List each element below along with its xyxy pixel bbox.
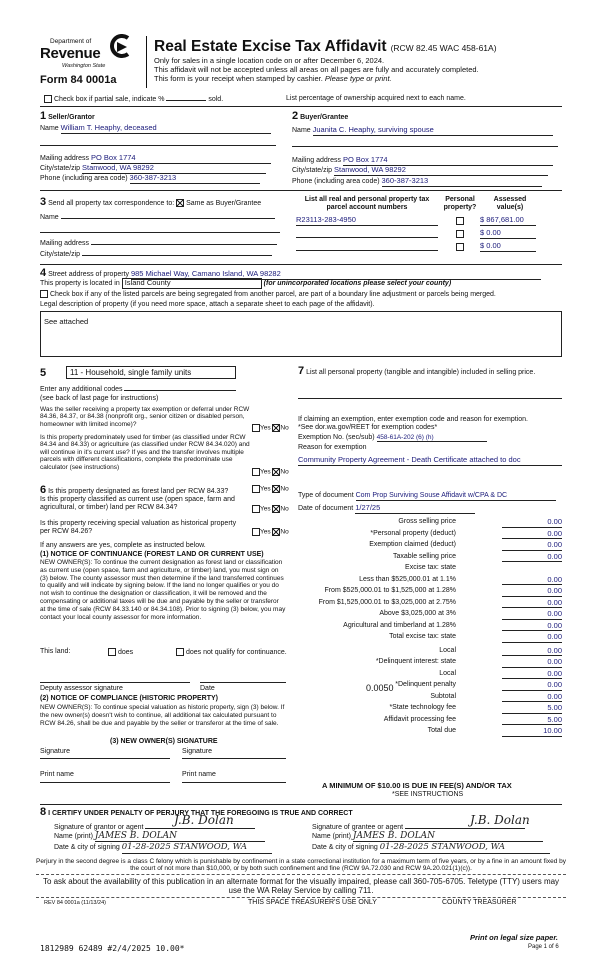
tax-row-value[interactable]: 0.00 <box>502 622 562 632</box>
correspondence-section <box>40 194 284 264</box>
tax-row-value[interactable]: 0.00 <box>502 553 562 563</box>
deputy-date-label: Date <box>200 685 215 692</box>
parcel-number-field[interactable] <box>296 229 438 238</box>
owner-print-line-2[interactable] <box>182 782 286 783</box>
grantor-date-field[interactable]: 01-28-2025 STANWOOD, WA <box>122 843 272 854</box>
exemption-question: Was the seller receiving a property tax exemption or deferral under RCW 84.36, 84.37, or 84.38 (nonprofit org., senior citizen or disabled person, homeowner with limited income)? <box>40 406 250 428</box>
corr-name-label: Name <box>40 214 59 221</box>
partial-sale-sold: sold. <box>208 95 224 103</box>
compliance-heading: (2) NOTICE OF COMPLIANCE (HISTORIC PROPERTY) <box>40 695 218 702</box>
partial-sale-label: Check box if partial sale, indicate % <box>53 95 165 103</box>
seller-mailing-field[interactable]: PO Box 1774 <box>91 154 271 164</box>
section-number: 1 <box>40 110 47 122</box>
tax-row-label: Local <box>439 669 456 677</box>
buyer-mailing-field[interactable]: PO Box 1774 <box>343 156 553 166</box>
buyer-city-label: City/state/zip <box>292 167 333 174</box>
owner-signature-label-1: Signature <box>40 748 70 755</box>
alt-format-box <box>36 874 566 898</box>
buyer-name-label: Name <box>292 127 311 134</box>
located-note: (for unincorporated locations please select your county) <box>263 280 452 287</box>
agency-name: Revenue <box>40 45 101 62</box>
tax-row-label: Total due <box>427 727 456 734</box>
doc-date-field[interactable]: 1/27/25 <box>355 504 475 514</box>
grantee-signature-scribble: J.B. Dolan <box>470 813 530 827</box>
divider <box>40 804 562 805</box>
tax-row-label: *Delinquent interest: state <box>375 658 456 665</box>
seller-name-label: Name <box>40 125 59 132</box>
no-label: No <box>280 468 289 476</box>
header-note-1: Only for sales in a single location code on or after December 6, 2024. <box>154 56 385 65</box>
agency-logo <box>40 34 140 74</box>
grantor-name-field[interactable]: JAMES B. DOLAN <box>95 831 265 842</box>
treasurer-use-only: THIS SPACE TREASURER'S USE ONLY <box>248 899 377 906</box>
personal-property-checkbox[interactable] <box>456 243 464 251</box>
seller-phone-label: Phone (including area code) <box>40 175 128 182</box>
land-does-checkbox[interactable] <box>108 648 116 656</box>
tax-row-label: Exemption claimed (deduct) <box>369 541 456 548</box>
tax-row-value[interactable]: 0.00 <box>502 681 562 691</box>
personal-property-checkbox[interactable] <box>456 230 464 238</box>
county-treasurer: COUNTY TREASURER <box>442 899 517 906</box>
seller-city-label: City/state/zip <box>40 165 81 172</box>
header-note-2: This affidavit will not be accepted unless all areas on all pages are fully and accurately completed. <box>154 65 479 74</box>
section-number: 7 <box>298 365 305 377</box>
grantee-name-field[interactable]: JAMES B. DOLAN <box>353 831 543 842</box>
tax-row-value[interactable]: 0.00 <box>502 633 562 643</box>
buyer-phone-label: Phone (including area code) <box>292 178 380 185</box>
section-number: 6 <box>40 484 47 496</box>
no-label: No <box>280 505 289 513</box>
header-note-3: This form is your receipt when stamped by cashier. <box>154 74 323 83</box>
historic-question: Is this property receiving special valuation as historical property per RCW 84.26? <box>40 520 237 536</box>
q1-yes-checkbox[interactable] <box>252 424 260 432</box>
partial-sale-checkbox[interactable] <box>44 95 52 103</box>
tax-row-label: Taxable selling price <box>392 552 456 560</box>
section-number: 4 <box>40 267 47 279</box>
perjury-notice: Perjury in the second degree is a class C felony which is punishable by confinement in a state correctional institution for a maximum term of five years, or by a fine in an amount fixed by the court of not more than $10,000, or by both such confinement and fine (RCW 9A.72.030 and RCW 9A.20.021(1)(c)). <box>36 858 567 873</box>
tax-row-value[interactable]: 0.00 <box>502 670 562 680</box>
partial-sale-row <box>44 95 223 104</box>
section-number: 3 <box>40 196 47 208</box>
assessed-value-field[interactable]: $ 867,681.00 <box>480 216 536 226</box>
parcel-number-field[interactable]: R23113-283-4950 <box>296 216 438 226</box>
reason-label: Reason for exemption <box>298 444 367 451</box>
current-use-yes-checkbox[interactable] <box>252 505 260 513</box>
owner-signature-line-2[interactable] <box>182 758 286 759</box>
header-note-3-wrap <box>154 75 392 84</box>
tax-row-value[interactable]: 0.00 <box>502 693 562 703</box>
tax-row-value[interactable]: 0.00 <box>502 576 562 586</box>
property-section <box>40 266 562 360</box>
tax-row-value[interactable]: 0.00 <box>502 599 562 609</box>
current-use-question: Is this property classified as current use (open space, farm and agricultural, or timber) land per RCW 84.34? <box>40 496 235 512</box>
grantee-sig-label: Signature of grantee or agent <box>312 824 404 831</box>
continuance-heading: (1) NOTICE OF CONTINUANCE (FOREST LAND OR CURRENT USE) <box>40 551 264 558</box>
divider <box>40 190 562 191</box>
legal-label: Legal description of property (if you need more space, attach a separate sheet to each page of the affidavit). <box>40 301 375 308</box>
ownership-note: List percentage of ownership acquired next to each name. <box>286 95 466 102</box>
seller-name-field[interactable]: William T. Heaphy, deceased <box>61 124 271 134</box>
local-tax-label: Local <box>439 646 456 654</box>
tax-row-label: Excise tax: state <box>405 564 456 571</box>
buyer-heading: Buyer/Grantee <box>300 114 349 121</box>
seller-heading: Seller/Grantor <box>48 114 95 121</box>
tax-row-value[interactable]: 0.00 <box>502 541 562 551</box>
divider <box>40 106 562 107</box>
personal-property-checkbox[interactable] <box>456 217 464 225</box>
grantor-sig-label: Signature of grantor or agent <box>54 824 144 831</box>
historic-yes-checkbox[interactable] <box>252 528 260 536</box>
revenue-logo-icon <box>108 34 132 60</box>
buyer-city-field[interactable]: Stanwood, WA 98292 <box>334 166 548 176</box>
land-does-not-label: does not qualify for continuance. <box>185 648 287 656</box>
street-label: Street address of property <box>48 271 130 278</box>
local-tax-value[interactable]: 0.00 <box>502 647 562 657</box>
tax-row-label: Agricultural and timberland at 1.28% <box>343 621 456 629</box>
grantor-signature-scribble: J.B. Dolan <box>174 813 234 827</box>
use-code-select[interactable]: 11 - Household, single family units <box>66 366 236 379</box>
timber-question: Is this property predominately used for timber (as classified under RCW 84.34 and 84.33) or agriculture (as classified under RCW 84.34.020) and will continue in it's current use? If yes and the transfer involves multiple parcels with different classifications, complete the predominate use calculator (see instructions) <box>40 434 250 471</box>
dept-line: Department of <box>50 38 92 45</box>
corr-name-line-2[interactable] <box>40 232 280 233</box>
tax-row-label: Total excise tax: state <box>389 633 456 640</box>
same-as-buyer-label: Same as Buyer/Grantee <box>186 200 262 207</box>
tax-row-label: From $1,525,000.01 to $3,025,000 at 2.75% <box>318 598 456 606</box>
owner-print-line-1[interactable] <box>40 782 170 783</box>
grantee-date-field[interactable]: 01-28-2025 STANWOOD, WA <box>380 843 550 854</box>
partial-sale-percent[interactable] <box>166 100 206 101</box>
yes-label: Yes <box>260 468 271 476</box>
deputy-signature-label: Deputy assessor signature <box>40 685 123 692</box>
exemption-no-label: Exemption No. (sec/sub) <box>298 434 375 441</box>
grantee-name-label: Name (print) <box>312 833 351 840</box>
street-field[interactable]: 985 Michael Way, Camano Island, WA 98282 <box>131 270 541 280</box>
seller-section <box>40 108 280 188</box>
exemption-instructions: If claiming an exemption, enter exemption code and reason for exemption. *See dor.wa.gov/REET for exemption codes* <box>298 416 528 432</box>
yes-label: Yes <box>260 528 271 536</box>
tax-row-value[interactable]: 5.00 <box>502 716 562 726</box>
minimum-notice: A MINIMUM OF $10.00 IS DUE IN FEE(S) AND/OR TAX <box>322 781 512 790</box>
parcel-col-numbers: List all real and personal property tax parcel account numbers <box>304 196 430 212</box>
recording-stamp: 1812989 62489 #2/4/2025 10.00* <box>40 944 185 953</box>
compliance-text: NEW OWNER(S): To continue special valuation as historic property, sign (3) below. If the new owner(s) doesn't wish to continue, all additional tax calculated pursuant to RCW 84.26, shall be due and payable by the seller or transferor at the time of sale. <box>40 704 285 727</box>
buyer-phone-field[interactable]: 360-387-3213 <box>382 177 542 187</box>
doc-date-label: Date of document <box>298 505 354 512</box>
segregated-label: Check box if any of the listed parcels are being segregated from another parcel, are part of a boundary line adjustment or parcels being merged. <box>49 290 496 298</box>
buyer-name-line-2[interactable] <box>292 146 558 147</box>
legal-paper-note: Print on legal size paper. <box>470 933 558 942</box>
parcel-col-personal: Personal property? <box>443 196 477 212</box>
no-label: No <box>280 485 289 493</box>
seller-mailing-label: Mailing address <box>40 155 90 162</box>
land-does-not-checkbox[interactable] <box>176 648 184 656</box>
header-note-3b: Please type or print. <box>324 74 392 83</box>
tax-row-label: From $525,000.01 to $1,525,000 at 1.28% <box>324 587 456 594</box>
corr-city-field[interactable] <box>82 255 272 256</box>
q2-no-checkbox[interactable] <box>272 468 280 476</box>
section-number: 8 <box>40 806 47 818</box>
state-line: Washington State <box>62 63 106 69</box>
tax-row-label: Less than $525,000.01 at 1.1% <box>359 575 456 583</box>
buyer-mailing-label: Mailing address <box>292 157 342 164</box>
grantor-date-label: Date & city of signing <box>54 844 120 851</box>
corr-mailing-field[interactable] <box>91 244 277 245</box>
q2-yes-checkbox[interactable] <box>252 468 260 476</box>
additional-codes-label: Enter any additional codes <box>40 386 123 393</box>
forest-land-section <box>40 484 290 814</box>
local-rate: 0.0050 <box>366 683 394 693</box>
tax-row-label: Above $3,025,000 at 3% <box>379 610 456 617</box>
tax-row-value[interactable]: 10.00 <box>502 727 562 737</box>
no-label: No <box>280 528 289 536</box>
legal-description-value: See attached <box>44 317 89 326</box>
reason-field[interactable]: Community Property Agreement - Death Certificate attached to doc <box>298 456 562 466</box>
forest-yes-checkbox[interactable] <box>252 485 260 493</box>
tax-row-label: *State technology fee <box>389 704 456 711</box>
page-number: Page 1 of 6 <box>528 944 559 950</box>
form-title: Real Estate Excise Tax Affidavit <box>154 38 387 55</box>
assessed-value-field[interactable]: $ 0.00 <box>480 242 536 252</box>
parcel-row <box>296 216 566 228</box>
new-owner-heading: (3) NEW OWNER(S) SIGNATURE <box>110 738 218 745</box>
deputy-signature-line[interactable] <box>40 682 190 683</box>
assessed-value-field[interactable]: $ 0.00 <box>480 229 536 239</box>
tax-row-label: Gross selling price <box>398 518 456 525</box>
seller-phone-field[interactable]: 360-387-3213 <box>130 174 260 184</box>
tax-calculation <box>298 518 564 788</box>
form-title-ref: (RCW 82.45 WAC 458-61A) <box>390 43 497 53</box>
doc-type-label: Type of document <box>298 492 354 499</box>
parcel-col-assessed: Assessed value(s) <box>493 196 527 212</box>
parcel-table <box>296 194 566 260</box>
tax-row-value[interactable]: 0.00 <box>502 658 562 668</box>
land-does-label: does <box>117 648 134 656</box>
yes-label: Yes <box>260 505 271 513</box>
this-land-label: This land: <box>40 648 71 655</box>
section-number: 5 <box>40 367 47 379</box>
if-any-yes: If any answers are yes, complete as instructed below. <box>40 542 206 549</box>
parcel-number-field[interactable] <box>296 242 438 251</box>
exemption-no-field[interactable]: 458-61A-202 (6) (h) <box>377 434 487 442</box>
yes-label: Yes <box>260 485 271 493</box>
continuance-text: NEW OWNER(S): To continue the current designation as forest land or classification as current use (open space, farm and agriculture, or timber) land, you must sign on (3) below. The county assessor must then determine if the land transferred continues to qualify and will indicate by signing below. If the land no longer qualifies or you do not wish to continue the designation or classification, it will be removed and the compensating or additional taxes will be due and payable by the seller or transferor at the time of sale (RCW 84.33.140 or 84.34.108). Prior to signing (3) below, you may contact your local county assessor for more information. <box>40 559 286 621</box>
buyer-name-field[interactable]: Juanita C. Heaphy, surviving spouse <box>313 126 553 136</box>
same-as-buyer-checkbox[interactable] <box>176 199 184 207</box>
tax-row-value[interactable]: 5.00 <box>502 704 562 714</box>
yes-label: Yes <box>260 424 271 432</box>
use-code-section <box>40 364 290 484</box>
corr-mailing-label: Mailing address <box>40 240 90 247</box>
alt-format-text: To ask about the availability of this publication in an alternate format for the visually impaired, please call 360-705-6705. Teletype (TTY) users may use the WA Relay Service by calling 711. <box>42 877 560 896</box>
corr-name-field[interactable] <box>61 218 275 219</box>
owner-print-label-2: Print name <box>182 771 216 778</box>
owner-signature-label-2: Signature <box>182 748 212 755</box>
tax-row-label: Subtotal <box>430 692 456 700</box>
personal-property-line[interactable] <box>298 398 562 399</box>
owner-print-label-1: Print name <box>40 771 74 778</box>
tax-row-value[interactable]: 0.00 <box>502 587 562 597</box>
certification-section <box>40 806 564 862</box>
historic-no-checkbox[interactable] <box>272 528 280 536</box>
seller-name-line-2[interactable] <box>40 145 276 146</box>
form-revision: REV 84 0001a (11/13/24) <box>44 900 106 906</box>
doc-type-field[interactable]: Com Prop Surviving Souse Affidavit w/CPA & DC <box>356 492 556 501</box>
see-instructions: *SEE INSTRUCTIONS <box>392 791 464 798</box>
personal-property-section <box>298 364 564 524</box>
additional-codes-field[interactable] <box>124 390 236 391</box>
segregated-checkbox[interactable] <box>40 290 48 298</box>
header-divider <box>146 36 147 88</box>
seller-city-field[interactable]: Stanwood, WA 98292 <box>82 164 266 174</box>
forest-question: Is this property designated as forest land per RCW 84.33? <box>48 488 229 495</box>
tax-row-label: *Delinquent penalty <box>395 681 456 688</box>
tax-row-label: Affidavit processing fee <box>383 715 456 723</box>
tax-row-value[interactable]: 0.00 <box>502 610 562 620</box>
parcel-row <box>296 229 566 241</box>
tax-row-value[interactable]: 0.00 <box>502 530 562 540</box>
county-select[interactable]: Island County <box>122 278 262 289</box>
located-label: This property is located in <box>40 280 120 287</box>
section-number: 2 <box>292 110 299 122</box>
form-title-wrap <box>154 38 497 56</box>
deputy-date-line[interactable] <box>200 682 286 683</box>
form-number: Form 84 0001a <box>40 74 117 86</box>
no-label: No <box>280 424 289 432</box>
parcel-row <box>296 242 566 254</box>
tax-row-label: *Personal property (deduct) <box>370 529 456 537</box>
personal-property-label: List all personal property (tangible and intangible) included in selling price. <box>306 369 536 376</box>
see-back-note: (see back of last page for instructions) <box>40 395 159 402</box>
grantee-date-label: Date & city of signing <box>312 844 378 851</box>
current-use-no-checkbox[interactable] <box>272 505 280 513</box>
tax-row-value[interactable]: 0.00 <box>502 518 562 528</box>
forest-no-checkbox[interactable] <box>272 485 280 493</box>
grantor-name-label: Name (print) <box>54 833 93 840</box>
correspondence-label: Send all property tax correspondence to: <box>48 200 175 207</box>
owner-signature-line-1[interactable] <box>40 758 170 759</box>
certify-text: I CERTIFY UNDER PENALTY OF PERJURY THAT THE FOREGOING IS TRUE AND CORRECT <box>48 810 353 817</box>
q1-no-checkbox[interactable] <box>272 424 280 432</box>
divider <box>40 264 562 265</box>
legal-description-box[interactable] <box>40 311 562 357</box>
buyer-section <box>292 108 562 188</box>
corr-city-label: City/state/zip <box>40 251 81 258</box>
